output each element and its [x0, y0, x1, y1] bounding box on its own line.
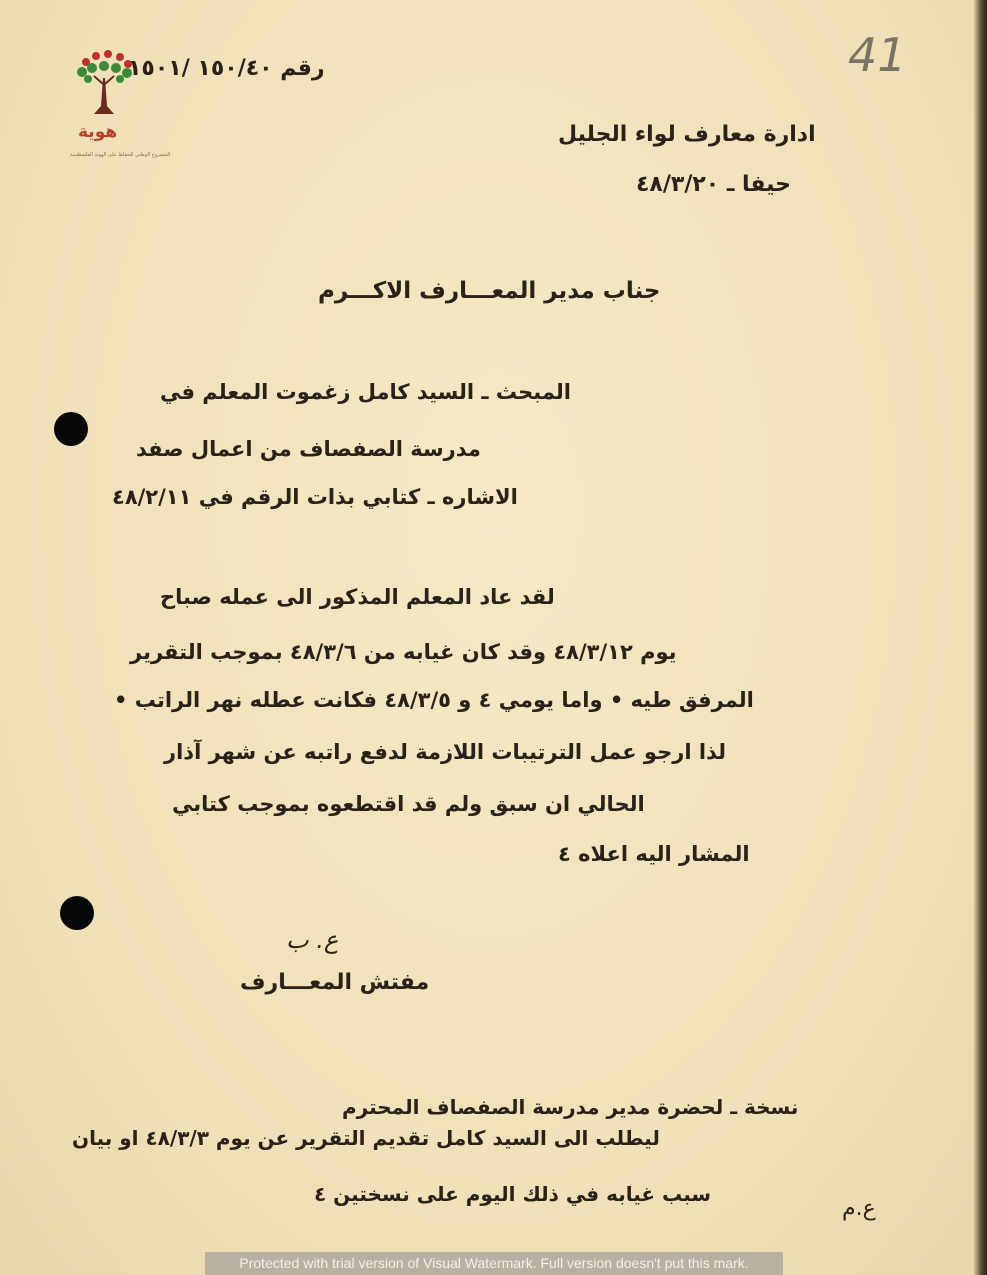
copy-line: سبب غيابه في ذلك اليوم على نسختين ٤ [314, 1182, 712, 1206]
sender-office: ادارة معارف لواء الجليل [558, 122, 816, 147]
signature: ع. ب [286, 926, 339, 954]
body-line: لقد عاد المعلم المذكور الى عمله صباح [160, 585, 555, 609]
subject-line: المبحث ـ السيد كامل زغموت المعلم في [160, 380, 571, 404]
copy-line: ليطلب الى السيد كامل تقديم التقرير عن يوم ٤٨/٣/٣ او بيان [72, 1126, 660, 1150]
logo-text: هوية [78, 122, 118, 142]
punch-hole [60, 896, 94, 930]
body-line: الحالي ان سبق ولم قد اقتطعوه بموجب كتابي [172, 792, 645, 816]
addressee: جناب مدير المعـــارف الاكـــرم [318, 278, 661, 304]
bottom-initials: ع.م [842, 1196, 876, 1221]
copy-line: نسخة ـ لحضرة مدير مدرسة الصفصاف المحترم [342, 1095, 799, 1119]
signature-title: مفتش المعـــارف [240, 970, 430, 995]
page-number: 41 [848, 28, 907, 82]
body-line: المرفق طيه • واما يومي ٤ و ٤٨/٣/٥ فكانت عطله نهر الراتب • [114, 688, 754, 712]
place-date: حيفا ـ ٤٨/٣/٢٠ [636, 172, 791, 197]
watermark-banner: Protected with trial version of Visual Watermark. Full version doesn't put this mark. [205, 1252, 783, 1275]
subject-line: مدرسة الصفصاف من اعمال صفد [136, 437, 481, 461]
punch-hole [54, 412, 88, 446]
reference-number: رقم ١٥٠/٤٠ /١٥٠١ [128, 56, 325, 81]
body-line: لذا ارجو عمل الترتيبات اللازمة لدفع راتبه عن شهر آذار [164, 740, 727, 764]
body-line: يوم ٤٨/٣/١٢ وقد كان غيابه من ٤٨/٣/٦ بموجب التقرير [130, 640, 677, 664]
reference-line: الاشاره ـ كتابي بذات الرقم في ٤٨/٢/١١ [112, 485, 518, 509]
body-line: المشار اليه اعلاه ٤ [558, 842, 750, 866]
logo-caption: المشروع الوطني للحفاظ على الهوية الفلسطينية [70, 152, 171, 158]
scan-edge [973, 0, 987, 1275]
